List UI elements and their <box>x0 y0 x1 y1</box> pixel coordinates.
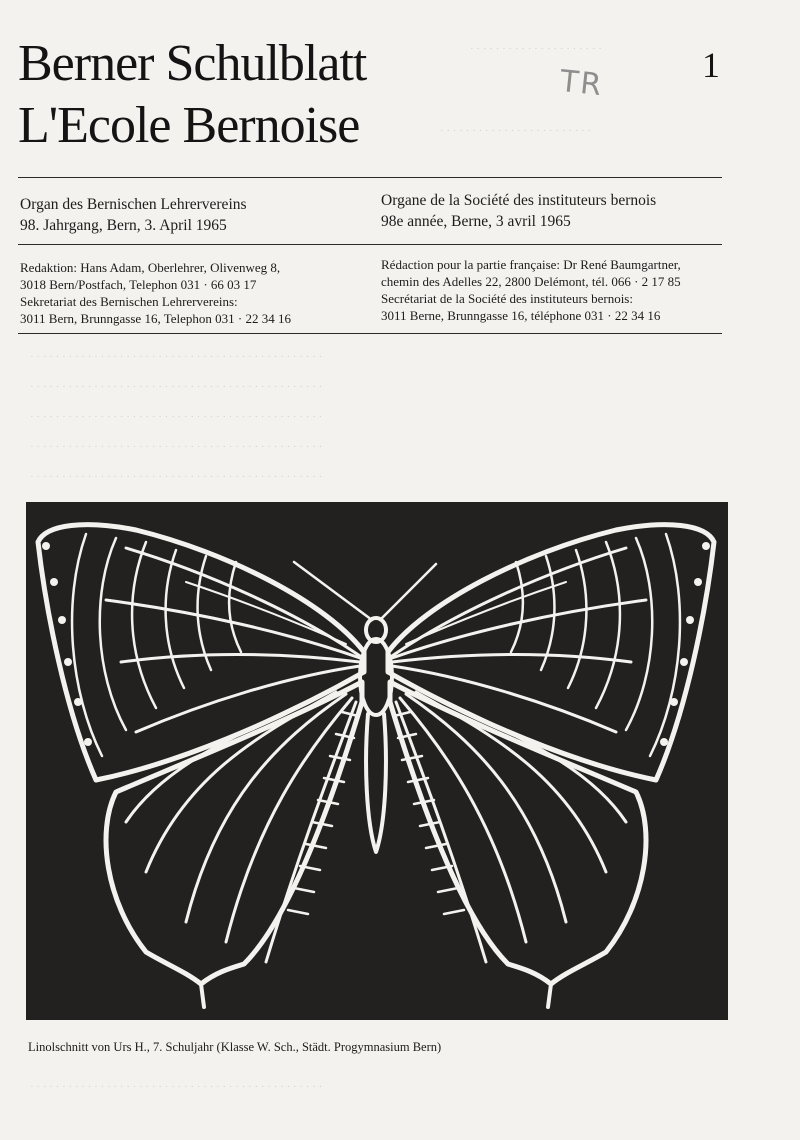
editor-german-line-1: Redaktion: Hans Adam, Oberlehrer, Olivenweg 8, <box>20 260 281 275</box>
show-through-text: · · · · · · · · · · · · · · · · · · · · · · · · · · · · · · · · · · · · · · · · · · · · · · <box>30 381 323 393</box>
butterfly-icon <box>26 502 728 1020</box>
secretariat-german-line-1: Sekretariat des Bernischen Lehrervereins: <box>20 294 238 309</box>
organ-french: Organe de la Société des instituteurs bernois <box>381 192 657 209</box>
editor-french-line-2: chemin des Adelles 22, 2800 Delémont, tél. 066 · 2 17 85 <box>381 274 681 289</box>
secretariat-french-line-1: Secrétariat de la Société des instituteurs bernois: <box>381 291 633 306</box>
editor-german-line-2: 3018 Bern/Postfach, Telephon 031 · 66 03 17 <box>20 277 257 292</box>
artwork-caption: Linolschnitt von Urs H., 7. Schuljahr (Klasse W. Sch., Städt. Progymnasium Bern) <box>28 1040 442 1054</box>
rule-top <box>18 177 722 178</box>
editor-french-line-1: Rédaction pour la partie française: Dr René Baumgartner, <box>381 257 681 272</box>
show-through-text: · · · · · · · · · · · · · · · · · · · · · · · · · · · · · · · · · · · · · · · · · · · · · · <box>30 1081 323 1093</box>
rule-bottom <box>18 333 722 334</box>
edition-french: 98e année, Berne, 3 avril 1965 <box>381 213 571 230</box>
secretariat-german-line-2: 3011 Bern, Brunngasse 16, Telephon 031 · 22 34 16 <box>20 311 291 326</box>
masthead-title-french: L'Ecole Bernoise <box>18 97 360 154</box>
show-through-text: · · · · · · · · · · · · · · · · · · · · · · · · · · · · · · · · · · · · · · · · · · · · · · <box>30 471 323 483</box>
show-through-text: · · · · · · · · · · · · · · · · · · · · · · · · · · · · · · · · · · · · · · · · · · · · · · <box>30 441 323 453</box>
organ-german: Organ des Bernischen Lehrervereins <box>20 196 247 213</box>
issue-number: 1 <box>702 45 720 85</box>
secretariat-french-line-2: 3011 Berne, Brunngasse 16, téléphone 031 · 22 34 16 <box>381 308 661 323</box>
rule-middle <box>18 244 722 245</box>
handwritten-note: TR <box>558 63 605 104</box>
linocut-butterfly-image <box>26 502 728 1020</box>
show-through-text: · · · · · · · · · · · · · · · · · · · · · · · · · · · · · · · · · · · · · · · · · · · · · · <box>30 351 323 363</box>
show-through-text: · · · · · · · · · · · · · · · · · · · · · · · · <box>440 125 592 137</box>
edition-german: 98. Jahrgang, Bern, 3. April 1965 <box>20 217 227 234</box>
show-through-text: · · · · · · · · · · · · · · · · · · · · · · · · · · · · · · · · · · · · · · · · · · · · · · <box>30 411 323 423</box>
show-through-text: · · · · · · · · · · · · · · · · · · · · · <box>470 43 602 55</box>
masthead-title-german: Berner Schulblatt <box>18 35 367 92</box>
